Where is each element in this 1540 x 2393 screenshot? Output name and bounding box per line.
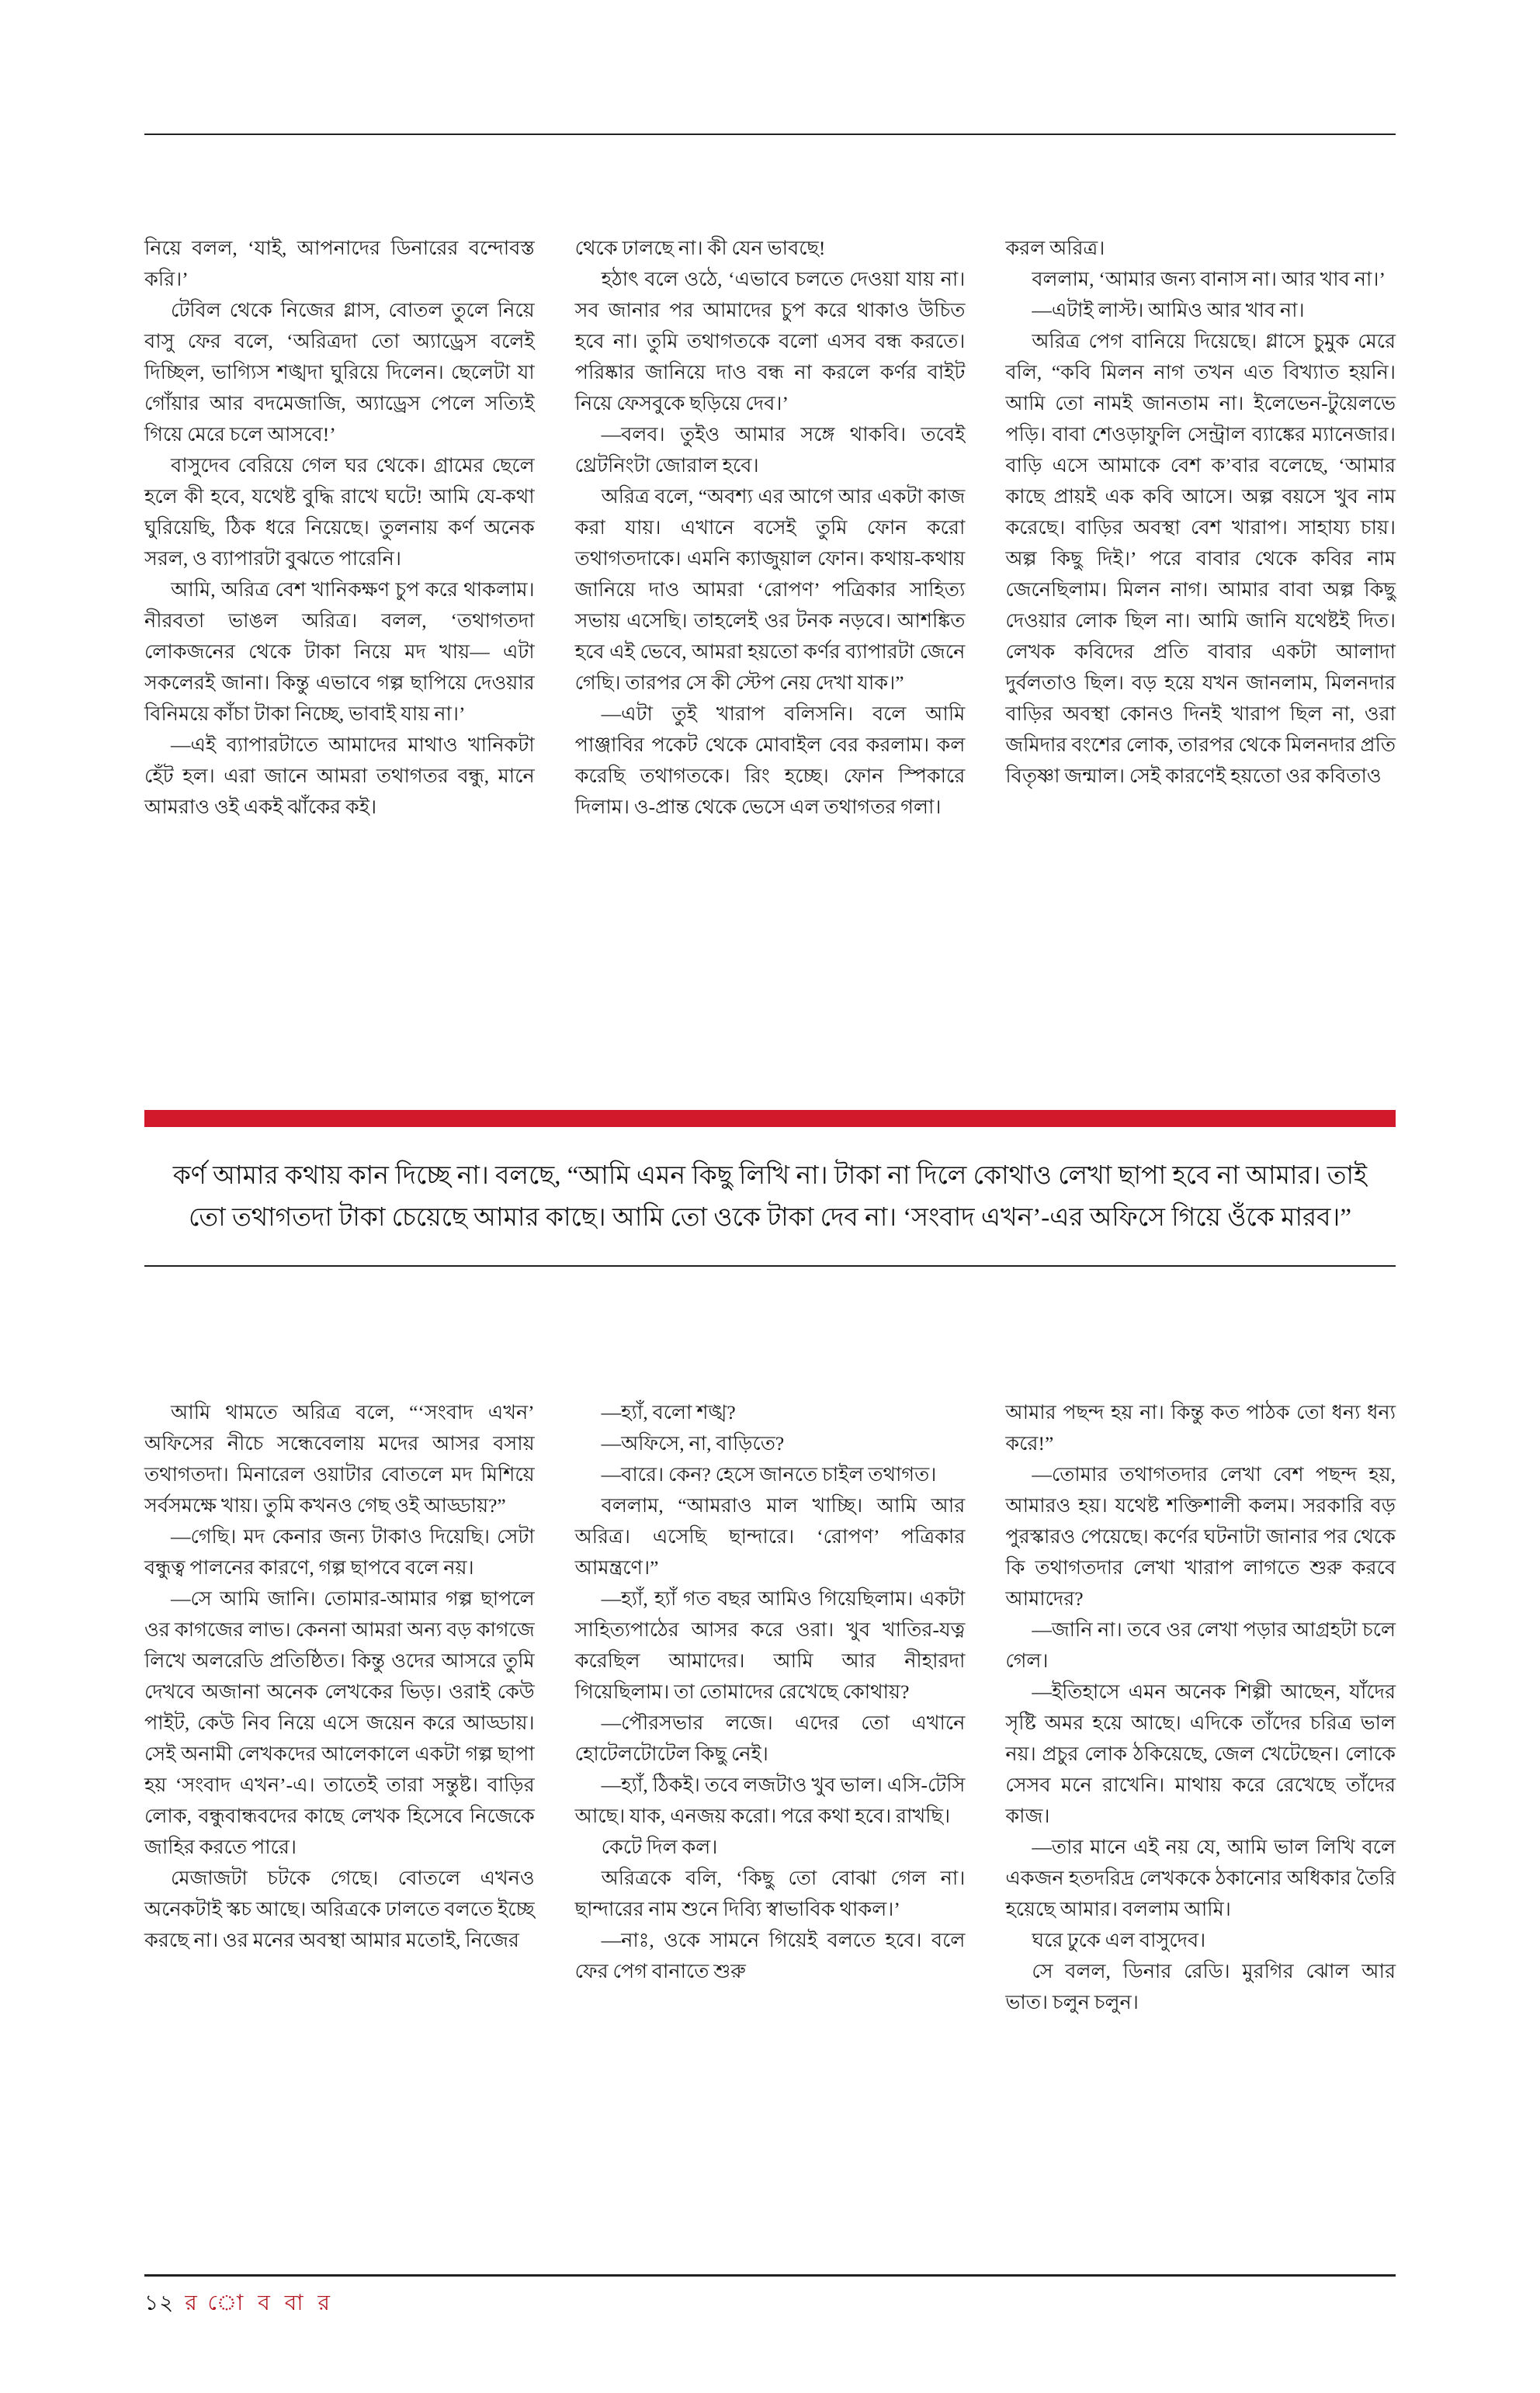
paragraph: —এটাই লাস্ট। আমিও আর খাব না।	[1032, 299, 1305, 321]
paragraph: —বারে। কেন? হেসে জানতে চাইল তথাগত।	[601, 1463, 937, 1486]
paragraph: —এটা তুই খারাপ বলিসনি। বলে আমি পাঞ্জাবির পকেট থেকে মোবাইল বের করলাম। কল করেছি তথাগতকে। রিং হচ্ছে। ফোন স্পিকারে দিলাম। ও-প্রান্ত থেকে ভেসে এল তথাগতর গলা।	[574, 702, 966, 818]
paragraph: —তোমার তথাগতদার লেখা বেশ পছন্দ হয়, আমারও হয়। যথেষ্ট শক্তিশালী কলম। সরকারি বড় পুরস্কারও পেয়েছে। কর্ণের ঘটনাটা জানার পর থেকে কি তথাগতদার লেখা খারাপ লাগতে শুরু করবে আমাদের?	[1005, 1463, 1396, 1610]
paragraph: করল অরিত্র।	[1005, 237, 1105, 259]
paragraph: —অফিসে, না, বাড়িতে?	[601, 1432, 785, 1455]
pull-quote-text: কর্ণ আমার কথায় কান দিচ্ছে না। বলছে, “আমি এমন কিছু লিখি না। টাকা না দিলে কোথাও লেখা ছাপা হবে না আমার। তাই তো তথাগতদা টাকা চেয়েছে আমার কাছে। আমি তো ওকে টাকা দেব না। ‘সংবাদ এখন’-এর অফিসে গিয়ে ওঁকে মারব।”	[172, 1162, 1368, 1232]
paragraph: অরিত্র বলে, “অবশ্য এর আগে আর একটা কাজ করা যায়। এখানে বসেই তুমি ফোন করো তথাগতদাকে। এমনি ক্যাজুয়াল ফোন। কথায়-কথায় জানিয়ে দাও আমরা ‘রোপণ’ পত্রিকার সাহিত্য সভায় এসেছি। তাহলেই ওর টনক নড়বে। আশঙ্কিত হবে এই ভেবে, আমরা হয়তো কর্ণর ব্যাপারটা জেনে গেছি। তারপর সে কী স্টেপ নেয় দেখা যাক।”	[574, 485, 966, 694]
top-column-2	[575, 233, 966, 823]
page-footer	[144, 2274, 1396, 2322]
paragraph: —হ্যাঁ, ঠিকই। তবে লজটাও খুব ভাল। এসি-টেসি আছে। যাক, এনজয় করো। পরে কথা হবে। রাখছি।	[574, 1774, 966, 1827]
paragraph: বললাম, “আমরাও মাল খাচ্ছি। আমি আর অরিত্র। এসেছি ছান্দারে। ‘রোপণ’ পত্রিকার আমন্ত্রণে।”	[574, 1494, 966, 1579]
paragraph: আমার পছন্দ হয় না। কিন্তু কত পাঠক তো ধন্য ধন্য করে!”	[1005, 1401, 1396, 1455]
top-columns	[144, 233, 1396, 823]
magazine-brand: র ো ব বা র	[185, 2291, 335, 2315]
top-column-3	[1005, 233, 1396, 823]
paragraph: —জানি না। তবে ওর লেখা পড়ার আগ্রহটা চলে গেল।	[1005, 1618, 1396, 1672]
top-column-1	[144, 233, 535, 823]
paragraph: সে বলল, ডিনার রেডি। মুরগির ঝোল আর ভাত। চলুন চলুন।	[1005, 1960, 1396, 2013]
paragraph: —এই ব্যাপারটাতে আমাদের মাথাও খানিকটা হেঁট হল। এরা জানে আমরা তথাগতর বন্ধু, মানে আমরাও ওই একই ঝাঁকের কই।	[144, 734, 535, 818]
paragraph: —পৌরসভার লজে। এদের তো এখানে হোটেলটোটেল কিছু নেই।	[574, 1712, 966, 1765]
paragraph: —হ্যাঁ, বলো শঙ্খ?	[601, 1401, 736, 1424]
paragraph: টেবিল থেকে নিজের গ্লাস, বোতল তুলে নিয়ে বাসু ফের বলে, ‘অরিত্রদা তো অ্যাড্রেস বলেই দিচ্ছিল, ভাগ্যিস শঙ্খদা ঘুরিয়ে দিলেন। ছেলেটা যা গোঁয়ার আর বদমেজাজি, অ্যাড্রেস পেলে সত্যিই গিয়ে মেরে চলে আসবে!’	[144, 299, 535, 446]
paragraph: বাসুদেব বেরিয়ে গেল ঘর থেকে। গ্রামের ছেলে হলে কী হবে, যথেষ্ট বুদ্ধি রাখে ঘটে! আমি যে-কথা ঘুরিয়েছি, ঠিক ধরে নিয়েছে। তুলনায় কর্ণ অনেক সরল, ও ব্যাপারটা বুঝতে পারেনি।	[144, 454, 535, 570]
bottom-columns	[144, 1397, 1396, 2018]
paragraph: কেটে দিল কল।	[601, 1836, 718, 1858]
paragraph: —তার মানে এই নয় যে, আমি ভাল লিখি বলে একজন হতদরিদ্র লেখককে ঠকানোর অধিকার তৈরি হয়েছে আমার। বললাম আমি।	[1005, 1836, 1396, 1920]
pull-quote-block	[144, 1110, 1396, 1267]
paragraph: —সে আমি জানি। তোমার-আমার গল্প ছাপলে ওর কাগজের লাভ। কেননা আমরা অন্য বড় কাগজে লিখে অলরেডি প্রতিষ্ঠিত। কিন্তু ওদের আসরে তুমি দেখবে অজানা অনেক লেখকের ভিড়। ওরাই কেউ পাইট, কেউ নিব নিয়ে এসে জয়েন করে আড্ডায়। সেই অনামী লেখকদের আলেকালে একটা গল্প ছাপা হয় ‘সংবাদ এখন’-এ। তাতেই তারা সন্তুষ্ট। বাড়ির লোক, বন্ধুবান্ধবদের কাছে লেখক হিসেবে নিজেকে জাহির করতে পারে।	[144, 1587, 535, 1858]
bottom-column-2	[575, 1397, 966, 2018]
paragraph: বললাম, ‘আমার জন্য বানাস না। আর খাব না।’	[1032, 268, 1386, 290]
footer-divider	[144, 2274, 1396, 2277]
paragraph: —নাঃ, ওকে সামনে গিয়েই বলতে হবে। বলে ফের পেগ বানাতে শুরু	[574, 1929, 966, 1982]
bottom-column-1	[144, 1397, 535, 2018]
paragraph: মেজাজটা চটকে গেছে। বোতলে এখনও অনেকটাই স্কচ আছে। অরিত্রকে ঢালতে বলতে ইচ্ছে করছে না। ওর মনের অবস্থা আমার মতোই, নিজের	[144, 1867, 535, 1951]
top-divider	[144, 134, 1396, 135]
pull-quote-divider	[144, 1265, 1396, 1267]
paragraph: নিয়ে বলল, ‘যাই, আপনাদের ডিনারের বন্দোবস্ত করি।’	[144, 237, 535, 290]
paragraph: থেকে ঢালছে না। কী যেন ভাবছে!	[574, 237, 826, 259]
bottom-column-3	[1005, 1397, 1396, 2018]
pull-quote-accent-bar	[144, 1110, 1396, 1127]
paragraph: হঠাৎ বলে ওঠে, ‘এভাবে চলতে দেওয়া যায় না। সব জানার পর আমাদের চুপ করে থাকাও উচিত হবে না। তুমি তথাগতকে বলো এসব বন্ধ করতে। পরিষ্কার জানিয়ে দাও বন্ধ না করলে কর্ণর বাইট নিয়ে ফেসবুকে ছড়িয়ে দেব।’	[574, 268, 966, 414]
paragraph: ঘরে ঢুকে এল বাসুদেব।	[1032, 1929, 1206, 1951]
paragraph: অরিত্রকে বলি, ‘কিছু তো বোঝা গেল না। ছান্দারের নাম শুনে দিব্যি স্বাভাবিক থাকল।’	[574, 1867, 966, 1920]
paragraph: —গেছি। মদ কেনার জন্য টাকাও দিয়েছি। সেটা বন্ধুত্ব পালনের কারণে, গল্প ছাপবে বলে নয়।	[144, 1525, 535, 1579]
paragraph: আমি থামতে অরিত্র বলে, “‘সংবাদ এখন’ অফিসের নীচে সন্ধেবেলায় মদের আসর বসায় তথাগতদা। মিনারেল ওয়াটার বোতলে মদ মিশিয়ে সর্বসমক্ষে খায়। তুমি কখনও গেছ ওই আড্ডায়?”	[144, 1401, 535, 1517]
paragraph: অরিত্র পেগ বানিয়ে দিয়েছে। গ্লাসে চুমুক মেরে বলি, “কবি মিলন নাগ তখন এত বিখ্যাত হয়নি। আমি তো নামই জানতাম না। ইলেভেন-টুয়েলভে পড়ি। বাবা শেওড়াফুলি সেন্ট্রাল ব্যাঙ্কের ম্যানেজার। বাড়ি এসে আমাকে বেশ ক’বার বলেছে, ‘আমার কাছে প্রায়ই এক কবি আসে। অল্প বয়সে খুব নাম করেছে। বাড়ির অবস্থা বেশ খারাপ। সাহায্য চায়। অল্প কিছু দিই।’ পরে বাবার থেকে কবির নাম জেনেছিলাম। মিলন নাগ। আমার বাবা অল্প কিছু দেওয়ার লোক ছিল না। আমি জানি যথেষ্টই দিত। লেখক কবিদের প্রতি বাবার একটা আলাদা দুর্বলতাও ছিল। বড় হয়ে যখন জানলাম, মিলনদার বাড়ির অবস্থা কোনও দিনই খারাপ ছিল না, ওরা জমিদার বংশের লোক, তারপর থেকে মিলনদার প্রতি বিতৃষ্ণা জন্মাল। সেই কারণেই হয়তো ওর কবিতাও	[1005, 330, 1396, 787]
paragraph: —ইতিহাসে এমন অনেক শিল্পী আছেন, যাঁদের সৃষ্টি অমর হয়ে আছে। এদিকে তাঁদের চরিত্র ভাল নয়। প্রচুর লোক ঠকিয়েছে, জেল খেটেছেন। লোকে সেসব মনে রাখেনি। মাথায় করে রেখেছে তাঁদের কাজ।	[1005, 1680, 1396, 1827]
paragraph: —হ্যাঁ, হ্যাঁ গত বছর আমিও গিয়েছিলাম। একটা সাহিত্যপাঠের আসর করে ওরা। খুব খাতির-যত্ন করেছিল আমাদের। আমি আর নীহারদা গিয়েছিলাম। তা তোমাদের রেখেছে কোথায়?	[574, 1587, 966, 1703]
paragraph: —বলব। তুইও আমার সঙ্গে থাকবি। তবেই থ্রেটনিংটা জোরাল হবে।	[574, 423, 966, 477]
page-number: ১২	[144, 2291, 175, 2315]
paragraph: আমি, অরিত্র বেশ খানিকক্ষণ চুপ করে থাকলাম। নীরবতা ভাঙল অরিত্র। বলল, ‘তথাগতদা লোকজনের থেকে টাকা নিয়ে মদ খায়— এটা সকলেরই জানা। কিন্তু এভাবে গল্প ছাপিয়ে দেওয়ার বিনিময়ে কাঁচা টাকা নিচ্ছে, ভাবাই যায় না।’	[144, 578, 535, 725]
